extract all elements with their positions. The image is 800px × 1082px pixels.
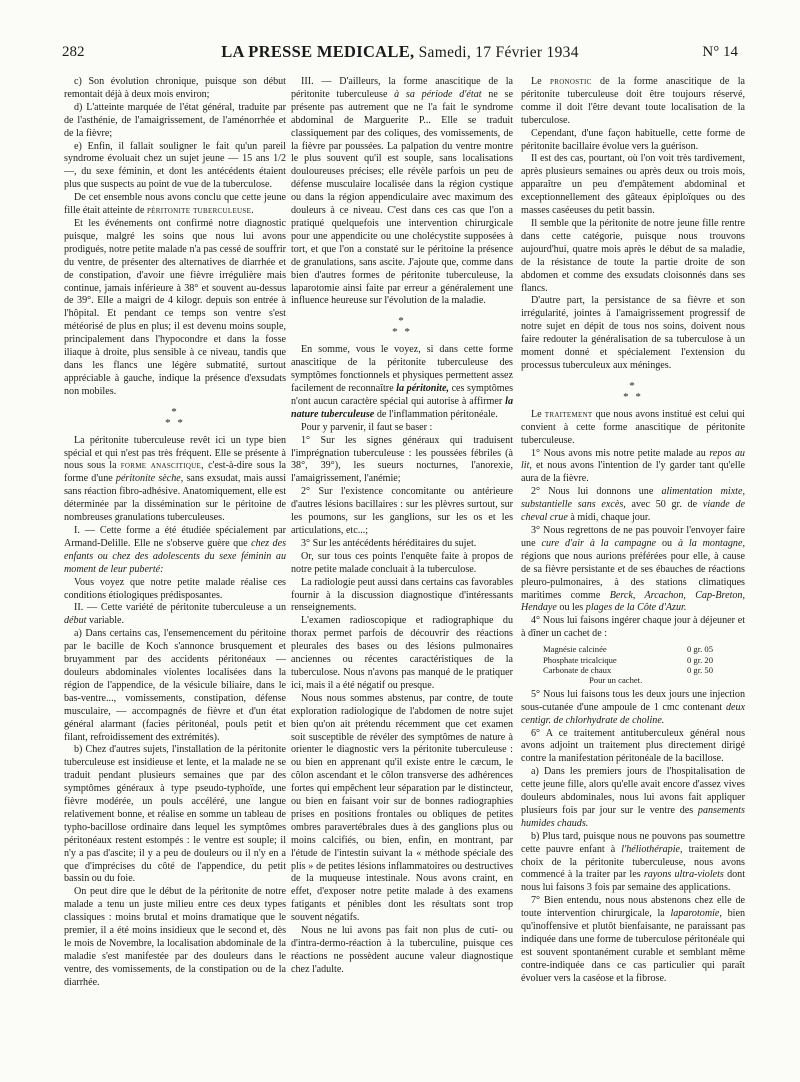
- paragraph: Il est des cas, pourtant, où l'on voit très tardivement, après plusieurs semaines ou après deux ou trois mois, apparaître un peu d'empâtement abdominal et exceptionnellement des gâteaux épiploïques ou des masses caséeuses du petit bassin.: [521, 153, 745, 217]
- paragraph: b) Plus tard, puisque nous ne pouvons pas soumettre cette pauvre enfant à l'héliothérapie, traitement de choix de la péritonite tuberculeuse, nous avons commencé à la traiter par les rayons ultra-violets dont nous lui faisons 3 fois par semaine des applications.: [521, 830, 746, 894]
- paragraph: II. — Cette variété de péritonite tuberculeuse a un début variable.: [64, 602, 286, 627]
- paragraph: Cependant, d'une façon habituelle, cette forme de péritonite bacillaire évolue vers la guérison.: [521, 127, 745, 152]
- paragraph: a) Dans les premiers jours de l'hospitalisation de cette jeune fille, alors qu'elle avait encore d'assez vives douleurs abdominales, nous lui avons fait appliquer plusieurs fois par jour sur le ventre des pansements humides chauds.: [521, 766, 745, 829]
- paragraph: a) Dans certains cas, l'ensemencement du péritoine par le bacille de Koch s'annonce brusquement et bruyamment par des accidents péritonéaux — douleurs abdominales violentes localisées dans la région de l'appendice, de la vésicule biliaire, dans le bas-ventre..., vomissements, constipation, défense musculaire, — accompagnés de fièvre et d'un état général alarmant (facies péritonéal, pouls petit et filant, refroidissement des extrémités).: [64, 628, 286, 743]
- prescription-table: [543, 644, 745, 686]
- paragraph: L'examen radioscopique et radiographique du thorax permet parfois de découvrir des réactions pleurales des bases ou des lésions pulmonaires anciennes ou récentes caractéristiques de la tuberculose. Nous n'avons pas manqué de le pratiquer ici, mais il a été négatif ou presque.: [291, 615, 513, 691]
- paragraph: c) Son évolution chronique, puisque son début remontait déjà à deux mois environ;: [64, 76, 286, 100]
- prescription-row: Magnésie calcinée 0 gr. 05: [543, 644, 713, 655]
- paragraph: 5° Nous lui faisons tous les deux jours une injection sous-cutanée d'une ampoule de 1 cmc contenant deux centigr. de chlorhydrate de choline.: [521, 688, 745, 726]
- paragraph: En somme, vous le voyez, si dans cette forme anascitique de la péritonite tuberculeuse des symptômes fonctionnels et physiques permettent assez facilement de reconnaître la péritonite, ces symptômes n'ont aucun caractère spécial qui autorise à affirmer la nature tuberculeuse de l'inflammation péritonéale.: [291, 344, 514, 420]
- paragraph: 3° Nous regrettons de ne pas pouvoir l'envoyer faire une cure d'air à la campagne ou à la montagne, régions que nous aurions préférées pour elle, à cause de sa fièvre persistante et de ses ébauches de réactions pleuro-pulmonaires, à des stations climatiques maritimes comme Berck, Arcachon, Cap-Breton, Hendaye ou les plages de la Côte d'Azur.: [521, 525, 746, 614]
- section-separator: * * *: [623, 379, 643, 403]
- column-middle: [291, 76, 513, 977]
- paragraph: 7° Bien entendu, nous nous abstenons chez elle de toute intervention chirurgicale, la laparotomie, bien qu'inoffensive et plutôt bienfaisante, ne paraissant pas indiquée dans une forme de tuberculose péritonéale qui est souvent spontanément curable et semblant même contre-indiquée dans ce cas particulier qui paraît évoluer vers la caséose et la fibrose.: [521, 895, 745, 984]
- paragraph: I. — Cette forme a été étudiée spécialement par Armand-Delille. Elle ne s'observe guère que chez des enfants ou chez des adolescents du sexe féminin au moment de leur puberté:: [64, 525, 286, 575]
- page-number: 282: [62, 44, 85, 60]
- issue-date: Samedi, 17 Février 1934: [418, 44, 579, 61]
- paragraph: 3° Sur les antécédents héréditaires du sujet.: [301, 537, 477, 549]
- paragraph: 1° Sur les signes généraux qui traduisent l'imprégnation tuberculeuse : les poussées fébriles (à 38°, 39°), les sueurs nocturnes, l'anorexie, l'amaigrissement, l'anémie;: [291, 434, 513, 485]
- column-left: [64, 76, 286, 990]
- paragraph: 2° Sur l'existence concomitante ou antérieure d'autres lésions bacillaires : sur les plèvres surtout, sur les poumons, sur les ganglions, sur les os et les articulations, etc...;: [291, 486, 513, 536]
- paragraph: 4° Nous lui faisons ingérer chaque jour à déjeuner et à dîner un cachet de :: [521, 615, 745, 640]
- paragraph: Et les événements ont confirmé notre diagnostic puisque, malgré les soins que nous lui avons prodigués, notre petite malade n'a pas cessé de souffrir du ventre, de présenter des alternatives de diarrhée et de constipation, d'avoir une fièvre irrégulière mais continue, jamais inférieure à 38° et souvent au-dessus de 39°. Elle a maigri de 4 kilogr. depuis son entrée à l'hôpital. Et pendant ce temps son ventre s'est météorisé de plus en plus; il est devenu moins souple, principalement dans l'hypocondre et dans la fosse iliaque à droite, plus sensible à ce niveau, tandis que dans les flancs une légère submatité, surtout appréciable à gauche, indique la présence d'exsudats non mobiles.: [64, 217, 286, 397]
- paragraph: La radiologie peut aussi dans certains cas favorables fournir à la discussion diagnostique d'intéressants renseignements.: [291, 576, 513, 614]
- paragraph: Or, sur tous ces points l'enquête faite à propos de notre petite malade concluait à la tuberculose.: [291, 550, 513, 575]
- journal-title: [62, 42, 738, 62]
- paragraph: III. — D'ailleurs, la forme anascitique de la péritonite tuberculeuse à sa période d'état ne se présente pas autrement que ne l'a fait le syndrome abdominal de Marguerite P... Elle se traduit classiquement par des coliques, des vomissements, de la fièvre par poussées. La palpation du ventre montre le plus souvent qu'il est souple, sans localisations douloureuses précises; elle révèle parfois un peu de défense musculaire localisée dans la région cystique ou dans la région appendiculaire avec maximum des douleurs à ce niveau. C'est dans ces cas que l'on a pratiqué quelquefois une intervention chirurgicale pour une appendicite ou une cholécystite supposées à tort, et que l'on a constaté sur le péritoine la présence de granulations, sans ascite. J'ajoute que, comme dans bien d'autres formes de péritonite tuberculeuse, la laparotomie ainsi faite par erreur a généralement une influence heureuse sur l'évolution de la maladie.: [291, 76, 513, 307]
- paragraph: Nous ne lui avons pas fait non plus de cuti- ou d'intra-dermo-réaction à la tuberculine, puisque ces réactions ne possèdent aucune valeur diagnostique chez l'adulte.: [291, 925, 513, 975]
- paragraph: Vous voyez que notre petite malade réalise ces conditions étiologiques prédisposantes.: [64, 576, 286, 601]
- paragraph: 1° Nous avons mis notre petite malade au repos au lit, et nous avons l'intention de l'y garder tant qu'elle aura de la fièvre.: [521, 447, 745, 485]
- page-header: [62, 36, 738, 70]
- prescription-row: Phosphate tricalcique 0 gr. 20: [543, 654, 713, 665]
- section-separator: * * *: [392, 315, 412, 339]
- paragraph: De cet ensemble nous avons conclu que cette jeune fille était atteinte de péritonite tuberculeuse.: [64, 192, 286, 217]
- prescription-footer: Pour un cachet.: [589, 675, 643, 686]
- prescription-row: Carbonate de chaux 0 gr. 50: [543, 664, 713, 675]
- paragraph: On peut dire que le début de la péritonite de notre malade a tenu un juste milieu entre ces deux types classiques : moins brutal et moins dramatique que le premier, il a été moins insidieux que le second et, dès le mois de Novembre, la localisation abdominale de la maladie s'est manifestée par des douleurs dans le ventre, des vomissements, de la constipation ou de la diarrhée.: [64, 886, 286, 988]
- paragraph: 2° Nous lui donnons une alimentation mixte, substantielle sans excès, avec 50 gr. de viande de cheval crue à midi, chaque jour.: [521, 486, 745, 524]
- paragraph: Il semble que la péritonite de notre jeune fille rentre dans cette catégorie, puisque nous trouvons aujourd'hui, quatre mois après le début de sa maladie, de la résistance de toute la partie droite de son abdomen et comme des exsudats cloisonnés dans ses flancs.: [521, 217, 745, 294]
- paragraph: Le traitement que nous avons institué est celui qui convient à cette forme anascitique de péritonite tuberculeuse.: [521, 408, 745, 446]
- paragraph: Nous nous sommes abstenus, par contre, de toute exploration radiologique de l'abdomen de notre sujet bien qu'on ait prétendu récemment que cet examen soit susceptible de révéler des symptômes de nature à orienter le diagnostic vers la péritonite tuberculeuse : ou bien en apprenant qu'il existe entre le cæcum, le côlon ascendant et le côlon transverse des adhérences fortes qui empêchent leur séparation par le distincteur, ou bien en faisant voir sur de bonnes radiographies prises en positions frontales ou obliques de petites ombres paravertébrales dues à des ganglions plus ou moins calcifiés, ou bien, enfin, en montrant, par l'étude de l'intestin suivant la « méthode spéciale des plis » de petites lésions inflammatoires ou destructives de la muqueuse intestinale. Nous avons craint, en effet, d'exposer notre petite malade à des examens fatigants et pénibles dont les résultats sont trop souvent négatifs.: [291, 692, 513, 924]
- issue-number: N° 14: [702, 44, 738, 60]
- paragraph: b) Chez d'autres sujets, l'installation de la péritonite tuberculeuse est insidieuse et lente, et la malade ne se traduit pendant plusieurs semaines que par des symptômes généraux à type pseudo-typhoïde, une fièvre modérée, un pouls accéléré, une langue relativement bonne, et réalise en somme un tableau de typho-bacillose ordinaire dans lequel les symptômes péritonéaux restent estompés : le ventre est souple; il n'y a pas d'ascite; il y a peu de douleurs ou il n'y en a que d'imprécises du côté de l'appendice, du petit bassin ou du foie.: [64, 744, 286, 885]
- paragraph: d) L'atteinte marquée de l'état général, traduite par de l'asthénie, de l'amaigrissement, de l'aménorrhée et de la fièvre;: [64, 101, 286, 139]
- paragraph: e) Enfin, il fallait souligner le fait qu'un pareil syndrome évoluait chez un sujet jeune — 15 ans 1/2 —, du sexe féminin, et dont les antécédents étaient plus que suspects au point de vue de la tuberculose.: [64, 140, 286, 191]
- section-separator: * * *: [165, 405, 185, 429]
- paragraph: Le pronostic de la forme anascitique de la péritonite tuberculeuse doit être toujours réservé, comme il doit l'être devant toute localisation de la tuberculose.: [521, 76, 745, 126]
- journal-name: LA PRESSE MEDICALE,: [221, 42, 415, 61]
- paragraph: D'autre part, la persistance de sa fièvre et son irrégularité, jointes à l'amaigrissement progressif de notre sujet en dépit de tous nos soins, doivent nous faire redouter la généralisation de sa tuberculose à un moment donné et spécialement l'extension du processus tuberculeux aux méninges.: [521, 295, 745, 371]
- paragraph: Pour y parvenir, il faut se baser :: [301, 421, 433, 433]
- paragraph: La péritonite tuberculeuse revêt ici un type bien spécial et qui n'est pas très fréquent. Elle se présente à nous sous la forme anascitique, c'est-à-dire sous la forme d'une péritonite sèche, sans exsudat, mais aussi sans réaction fibro-adhésive. Anatomiquement, elle est déterminée par la dissémination sur le péritoine de nombreuses granulations tuberculeuses.: [64, 434, 286, 524]
- column-right: [521, 76, 745, 986]
- paragraph: 6° A ce traitement antituberculeux général nous avons adjoint un traitement plus directement dirigé contre la manifestation péritonéale de la bacillose.: [521, 727, 745, 765]
